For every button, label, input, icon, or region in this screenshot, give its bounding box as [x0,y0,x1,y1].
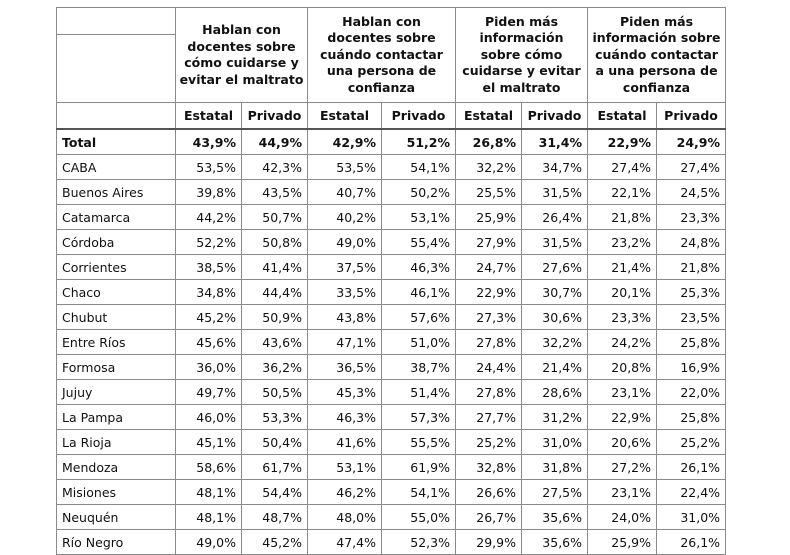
value-cell: 23,2% [588,230,657,255]
value-cell: 50,7% [242,205,308,230]
value-cell: 44,4% [242,280,308,305]
value-cell: 24,2% [588,330,657,355]
value-cell: 22,1% [588,180,657,205]
value-cell: 50,9% [242,305,308,330]
value-cell: 33,5% [308,280,382,305]
value-cell: 45,2% [242,530,308,555]
value-cell: 53,5% [308,155,382,180]
value-cell: 31,0% [657,505,726,530]
value-cell: 42,9% [308,129,382,155]
value-cell: 40,7% [308,180,382,205]
value-cell: 21,8% [588,205,657,230]
value-cell: 32,8% [456,455,522,480]
value-cell: 42,3% [242,155,308,180]
value-cell: 58,6% [176,455,242,480]
value-cell: 45,2% [176,305,242,330]
value-cell: 31,0% [522,430,588,455]
value-cell: 46,2% [308,480,382,505]
column-group-header: Hablan con docentes sobre cuándo contactar una persona de confianza [308,8,456,103]
value-cell: 26,6% [456,480,522,505]
value-cell: 27,6% [522,255,588,280]
table-row [57,180,726,205]
value-cell: 25,9% [456,205,522,230]
value-cell: 24,0% [588,505,657,530]
row-label: CABA [57,155,176,180]
value-cell: 46,3% [382,255,456,280]
row-label: Corrientes [57,255,176,280]
column-group-header: Piden más información sobre cómo cuidarse y evitar el maltrato [456,8,588,103]
value-cell: 54,1% [382,155,456,180]
value-cell: 27,4% [657,155,726,180]
value-cell: 22,0% [657,380,726,405]
value-cell: 45,3% [308,380,382,405]
value-cell: 27,2% [588,455,657,480]
value-cell: 25,9% [588,530,657,555]
value-cell: 22,9% [588,129,657,155]
value-cell: 22,9% [456,280,522,305]
total-row [57,129,726,155]
value-cell: 32,2% [522,330,588,355]
value-cell: 25,8% [657,330,726,355]
table-row [57,305,726,330]
value-cell: 50,8% [242,230,308,255]
value-cell: 48,7% [242,505,308,530]
value-cell: 22,4% [657,480,726,505]
column-group-header: Hablan con docentes sobre cómo cuidarse y evitar el maltrato [176,8,308,103]
value-cell: 35,6% [522,530,588,555]
sub-header: Estatal [308,103,382,130]
value-cell: 57,3% [382,405,456,430]
table-row [57,380,726,405]
table-row [57,205,726,230]
value-cell: 51,4% [382,380,456,405]
value-cell: 25,2% [657,430,726,455]
value-cell: 52,3% [382,530,456,555]
value-cell: 53,5% [176,155,242,180]
value-cell: 27,9% [456,230,522,255]
value-cell: 44,9% [242,129,308,155]
value-cell: 57,6% [382,305,456,330]
value-cell: 20,1% [588,280,657,305]
row-label: Río Negro [57,530,176,555]
table-row [57,505,726,530]
table-row [57,280,726,305]
value-cell: 49,0% [176,530,242,555]
sub-header: Privado [522,103,588,130]
value-cell: 27,7% [456,405,522,430]
value-cell: 48,0% [308,505,382,530]
table-row [57,405,726,430]
table-row [57,455,726,480]
value-cell: 40,2% [308,205,382,230]
value-cell: 46,1% [382,280,456,305]
row-label: Formosa [57,355,176,380]
value-cell: 27,8% [456,330,522,355]
data-table [56,7,726,555]
value-cell: 48,1% [176,480,242,505]
sub-header-row [57,103,726,130]
table-row [57,355,726,380]
value-cell: 48,1% [176,505,242,530]
value-cell: 34,7% [522,155,588,180]
value-cell: 55,0% [382,505,456,530]
value-cell: 24,9% [657,129,726,155]
value-cell: 49,7% [176,380,242,405]
value-cell: 53,1% [308,455,382,480]
value-cell: 31,5% [522,180,588,205]
value-cell: 46,3% [308,405,382,430]
value-cell: 29,9% [456,530,522,555]
value-cell: 27,5% [522,480,588,505]
value-cell: 21,4% [588,255,657,280]
row-label: Total [57,129,176,155]
value-cell: 27,4% [588,155,657,180]
row-label: Jujuy [57,380,176,405]
value-cell: 26,1% [657,530,726,555]
value-cell: 54,4% [242,480,308,505]
value-cell: 25,8% [657,405,726,430]
value-cell: 61,9% [382,455,456,480]
value-cell: 26,1% [657,455,726,480]
value-cell: 25,5% [456,180,522,205]
table-row [57,480,726,505]
value-cell: 28,6% [522,380,588,405]
sub-header: Privado [382,103,456,130]
value-cell: 31,4% [522,129,588,155]
value-cell: 50,2% [382,180,456,205]
value-cell: 34,8% [176,280,242,305]
corner-cell [57,8,176,103]
row-label: Misiones [57,480,176,505]
value-cell: 38,5% [176,255,242,280]
value-cell: 30,7% [522,280,588,305]
value-cell: 53,3% [242,405,308,430]
value-cell: 23,1% [588,380,657,405]
row-label: Buenos Aires [57,180,176,205]
value-cell: 26,7% [456,505,522,530]
value-cell: 20,6% [588,430,657,455]
value-cell: 24,5% [657,180,726,205]
value-cell: 55,4% [382,230,456,255]
value-cell: 46,0% [176,405,242,430]
table-row [57,430,726,455]
value-cell: 27,3% [456,305,522,330]
value-cell: 51,2% [382,129,456,155]
table-row [57,230,726,255]
value-cell: 52,2% [176,230,242,255]
value-cell: 36,2% [242,355,308,380]
value-cell: 23,5% [657,305,726,330]
row-label: Chubut [57,305,176,330]
value-cell: 21,4% [522,355,588,380]
table-row [57,155,726,180]
value-cell: 26,4% [522,205,588,230]
corner-sub-cell [57,103,176,130]
value-cell: 44,2% [176,205,242,230]
row-label: Entre Ríos [57,330,176,355]
value-cell: 45,6% [176,330,242,355]
value-cell: 31,5% [522,230,588,255]
value-cell: 24,4% [456,355,522,380]
value-cell: 55,5% [382,430,456,455]
sub-header: Estatal [176,103,242,130]
value-cell: 25,2% [456,430,522,455]
value-cell: 43,9% [176,129,242,155]
table-row [57,530,726,555]
row-label: La Rioja [57,430,176,455]
row-label: Neuquén [57,505,176,530]
row-label: Córdoba [57,230,176,255]
table-row [57,330,726,355]
value-cell: 36,0% [176,355,242,380]
table-row [57,255,726,280]
value-cell: 43,8% [308,305,382,330]
value-cell: 41,6% [308,430,382,455]
value-cell: 26,8% [456,129,522,155]
value-cell: 50,4% [242,430,308,455]
value-cell: 43,5% [242,180,308,205]
value-cell: 45,1% [176,430,242,455]
value-cell: 37,5% [308,255,382,280]
sub-header: Estatal [588,103,657,130]
table-body [57,129,726,555]
value-cell: 41,4% [242,255,308,280]
row-label: La Pampa [57,405,176,430]
value-cell: 31,2% [522,405,588,430]
value-cell: 61,7% [242,455,308,480]
value-cell: 22,9% [588,405,657,430]
value-cell: 53,1% [382,205,456,230]
value-cell: 20,8% [588,355,657,380]
group-header-row [57,8,726,103]
value-cell: 25,3% [657,280,726,305]
value-cell: 47,4% [308,530,382,555]
value-cell: 50,5% [242,380,308,405]
value-cell: 27,8% [456,380,522,405]
value-cell: 24,8% [657,230,726,255]
value-cell: 30,6% [522,305,588,330]
value-cell: 23,1% [588,480,657,505]
column-group-header: Piden más información sobre cuándo contactar a una persona de confianza [588,8,726,103]
value-cell: 36,5% [308,355,382,380]
sub-header: Privado [657,103,726,130]
sub-header: Privado [242,103,308,130]
value-cell: 43,6% [242,330,308,355]
value-cell: 38,7% [382,355,456,380]
value-cell: 49,0% [308,230,382,255]
value-cell: 54,1% [382,480,456,505]
value-cell: 32,2% [456,155,522,180]
value-cell: 47,1% [308,330,382,355]
value-cell: 23,3% [657,205,726,230]
value-cell: 23,3% [588,305,657,330]
sub-header: Estatal [456,103,522,130]
value-cell: 51,0% [382,330,456,355]
value-cell: 35,6% [522,505,588,530]
value-cell: 39,8% [176,180,242,205]
value-cell: 31,8% [522,455,588,480]
row-label: Chaco [57,280,176,305]
value-cell: 16,9% [657,355,726,380]
row-label: Catamarca [57,205,176,230]
value-cell: 21,8% [657,255,726,280]
row-label: Mendoza [57,455,176,480]
value-cell: 24,7% [456,255,522,280]
